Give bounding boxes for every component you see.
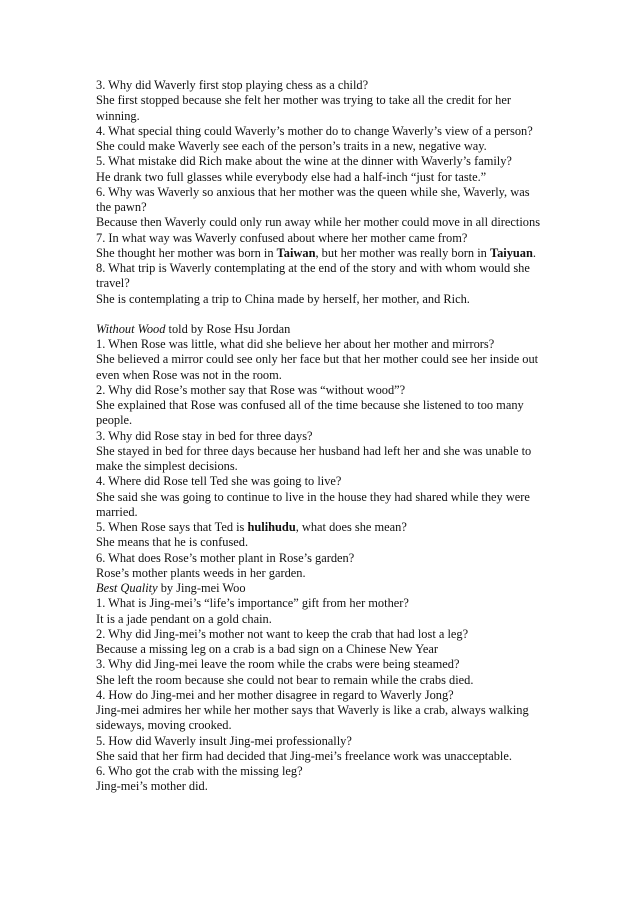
bq-question-4: 4. How do Jing-mei and her mother disagree in regard to Waverly Jong?	[96, 687, 454, 702]
answer-7-post: .	[532, 245, 536, 260]
question-8: 8. What trip is Waverly contemplating at the end of the story and with whom would she travel?	[96, 261, 530, 291]
ww-answer-4: She said she was going to continue to live in the house they had shared while they were married.	[96, 489, 530, 519]
ww-question-6: 6. What does Rose’s mother plant in Rose’s garden?	[96, 550, 355, 565]
answer-5: He drank two full glasses while everybody else had a half-inch “just for taste.”	[96, 169, 487, 184]
answer-7-mid: , but her mother was really born in	[315, 245, 490, 260]
answer-3: She first stopped because she felt her mother was trying to take all the credit for her winning.	[96, 93, 511, 123]
bq-answer-2: Because a missing leg on a crab is a bad sign on a Chinese New Year	[96, 642, 439, 656]
document-page	[96, 78, 546, 795]
story-narrator-2: by Jing-mei Woo	[157, 581, 246, 595]
story-title-2: Best Quality	[96, 581, 158, 595]
ww-answer-2: She explained that Rose was confused all of the time because she listened to too many people.	[96, 398, 524, 428]
section-title-best-quality	[96, 581, 546, 596]
bq-question-6: 6. Who got the crab with the missing leg?	[96, 764, 303, 778]
question-7: 7. In what way was Waverly confused about where her mother came from?	[96, 230, 468, 245]
answer-7-taiwan: Taiwan	[276, 245, 316, 260]
question-5: 5. What mistake did Rich make about the wine at the dinner with Waverly’s family?	[96, 154, 512, 169]
bq-question-3: 3. Why did Jing-mei leave the room while the crabs were being steamed?	[96, 657, 460, 672]
ww-answer-3: She stayed in bed for three days because her husband had left her and she was unable to make the simplest decisions.	[96, 443, 532, 473]
ww-question-3: 3. Why did Rose stay in bed for three days?	[96, 428, 313, 443]
section-gap	[96, 307, 546, 322]
ww-answer-5: She means that he is confused.	[96, 535, 249, 550]
answer-4: She could make Waverly see each of the person’s traits in a new, negative way.	[96, 139, 487, 153]
answer-7	[96, 246, 546, 261]
ww-question-4: 4. Where did Rose tell Ted she was going to live?	[96, 474, 342, 489]
ww-question-5-hulihudu: hulihudu	[247, 520, 296, 534]
story-title: Without Wood	[96, 321, 166, 336]
bq-question-1: 1. What is Jing-mei’s “life’s importance” gift from her mother?	[96, 596, 409, 611]
ww-question-5-pre: 5. When Rose says that Ted is	[96, 520, 248, 534]
answer-6: Because then Waverly could only run away while her mother could move in all directions	[96, 215, 541, 230]
bq-answer-5: She said that her firm had decided that Jing-mei’s freelance work was unacceptable.	[96, 748, 512, 763]
question-4: 4. What special thing could Waverly’s mother do to change Waverly’s view of a person?	[96, 123, 533, 138]
question-3: 3. Why did Waverly first stop playing chess as a child?	[96, 78, 369, 92]
bq-answer-4: Jing-mei admires her while her mother says that Waverly is like a crab, always walking sideways, moving crooked.	[96, 703, 529, 733]
answer-8: She is contemplating a trip to China made by herself, her mother, and Rich.	[96, 291, 470, 306]
ww-answer-1: She believed a mirror could see only her face but that her mother could see her inside out even when Rose was not in the room.	[96, 352, 539, 382]
question-6: 6. Why was Waverly so anxious that her mother was the queen while she, Waverly, was the pawn?	[96, 184, 530, 214]
answer-7-taiyuan: Taiyuan	[489, 245, 533, 260]
ww-question-5	[96, 520, 546, 535]
ww-question-1: 1. When Rose was little, what did she believe her about her mother and mirrors?	[96, 337, 495, 351]
bq-answer-6: Jing-mei’s mother did.	[96, 779, 208, 794]
bq-question-5: 5. How did Waverly insult Jing-mei professionally?	[96, 733, 352, 748]
ww-answer-6: Rose’s mother plants weeds in her garden.	[96, 565, 306, 580]
bq-answer-1: It is a jade pendant on a gold chain.	[96, 611, 272, 626]
bq-question-2: 2. Why did Jing-mei’s mother not want to keep the crab that had lost a leg?	[96, 626, 469, 641]
section-title-without-wood	[96, 322, 546, 337]
answer-7-pre: She thought her mother was born in	[96, 245, 277, 260]
ww-question-5-post: , what does she mean?	[295, 520, 407, 534]
bq-answer-3: She left the room because she could not bear to remain while the crabs died.	[96, 672, 474, 687]
ww-question-2: 2. Why did Rose’s mother say that Rose was “without wood”?	[96, 382, 406, 397]
story-narrator: told by Rose Hsu Jordan	[165, 321, 291, 336]
